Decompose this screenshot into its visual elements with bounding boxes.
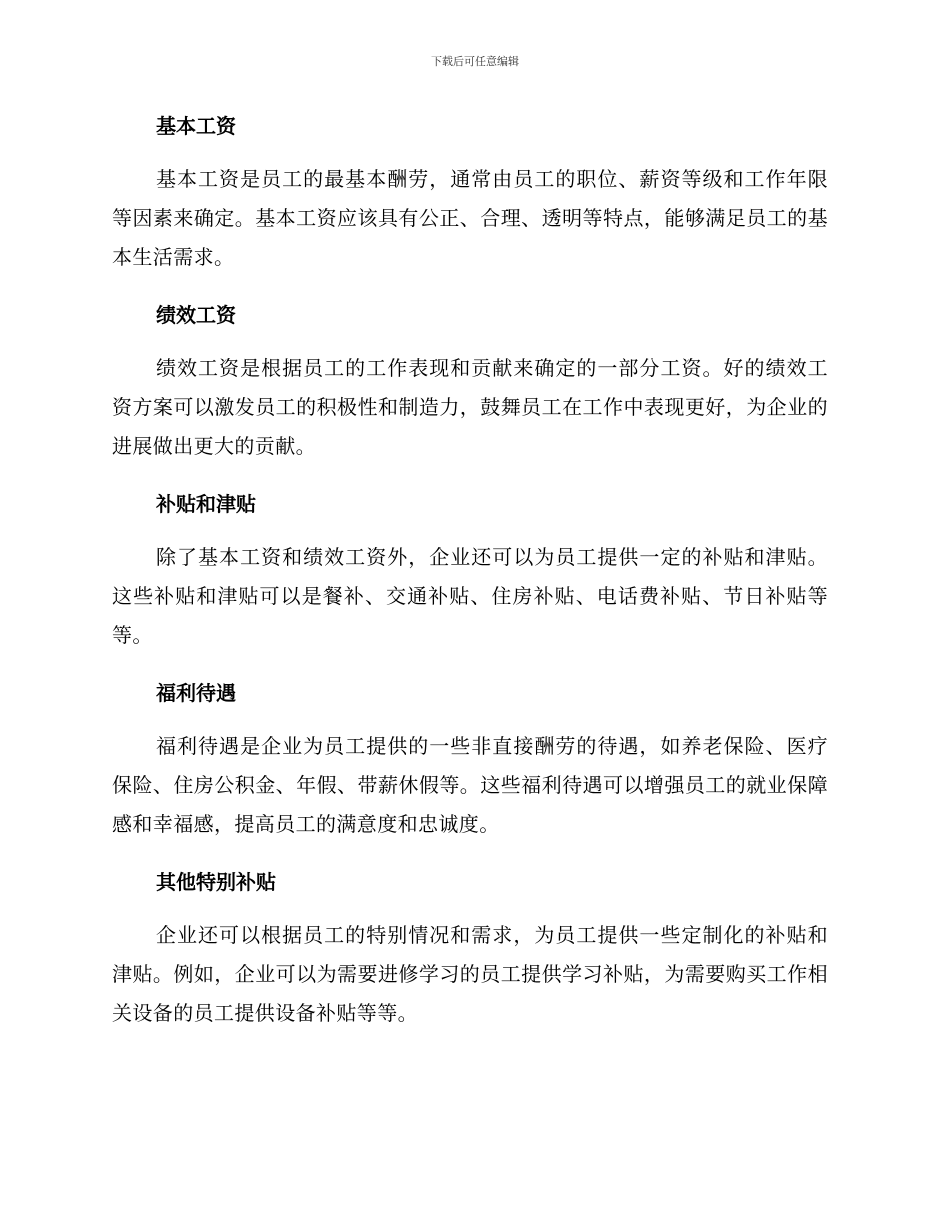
section-paragraph: 除了基本工资和绩效工资外，企业还可以为员工提供一定的补贴和津贴。这些补贴和津贴可以是餐补、交通补贴、住房补贴、电话费补贴、节日补贴等等。: [112, 545, 828, 647]
section-paragraph: 基本工资是员工的最基本酬劳，通常由员工的职位、薪资等级和工作年限等因素来确定。基本工资应该具有公正、合理、透明等特点，能够满足员工的基本生活需求。: [112, 167, 828, 269]
section-title: 福利待遇: [156, 681, 236, 705]
section-performance-salary: [112, 299, 828, 466]
document-body: [112, 110, 828, 1055]
section-welfare-benefits: [112, 677, 828, 844]
page-header: 下载后可任意编辑: [431, 55, 519, 68]
section-title: 绩效工资: [156, 303, 236, 327]
section-paragraph: 绩效工资是根据员工的工作表现和贡献来确定的一部分工资。好的绩效工资方案可以激发员工的积极性和制造力，鼓舞员工在工作中表现更好，为企业的进展做出更大的贡献。: [112, 356, 828, 458]
section-title: 基本工资: [156, 114, 236, 138]
section-paragraph: 福利待遇是企业为员工提供的一些非直接酬劳的待遇，如养老保险、医疗保险、住房公积金、年假、带薪休假等。这些福利待遇可以增强员工的就业保障感和幸福感，提高员工的满意度和忠诚度。: [112, 734, 828, 836]
section-subsidies-allowances: [112, 488, 828, 655]
section-title: 补贴和津贴: [156, 492, 256, 516]
section-paragraph: 企业还可以根据员工的特别情况和需求，为员工提供一些定制化的补贴和津贴。例如，企业可以为需要进修学习的员工提供学习补贴，为需要购买工作相关设备的员工提供设备补贴等等。: [112, 923, 828, 1025]
section-other-special-subsidies: [112, 866, 828, 1033]
section-title: 其他特别补贴: [156, 870, 276, 894]
section-basic-salary: [112, 110, 828, 277]
